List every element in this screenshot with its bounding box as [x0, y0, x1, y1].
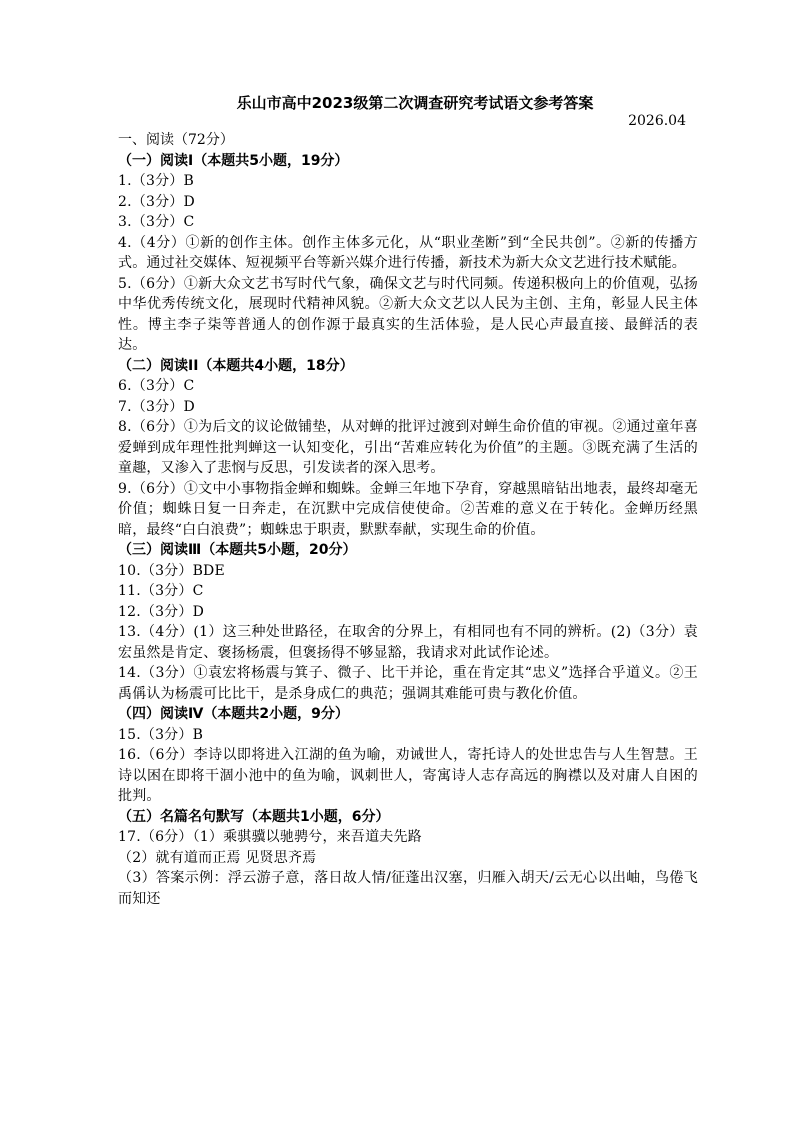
answer-q4: 4.（4分）①新的创作主体。创作主体多元化，从“职业垄断”到“全民共创”。②新的传播方式。通过社交媒体、短视频平台等新兴媒介进行传播，新技术为新大众文艺进行技术赋能。 — [118, 234, 698, 271]
document-date: 2026.04 — [628, 113, 686, 129]
answer-q8: 8.（6分）①为后文的议论做铺垫，从对蝉的批评过渡到对蝉生命价值的审视。②通过童年喜爱蝉到成年理性批判蝉这一认知变化，引出“苦难应转化为价值”的主题。③既充满了生活的童趣，又渗入了悲悯与反思，引发读者的深入思考。 — [118, 419, 698, 476]
answer-q6: 6.（3分）C — [118, 378, 195, 394]
answer-q7: 7.（3分）D — [118, 398, 195, 415]
answer-q3: 3.（3分）C — [118, 214, 195, 230]
answer-q17-part3: （3）答案示例：浮云游子意，落日故人情/征蓬出汉塞，归雁入胡天/云无心以出岫，鸟倦飞而知还 — [118, 870, 698, 907]
answer-document — [118, 92, 698, 909]
document-title: 乐山市高中2023级第二次调查研究考试语文参考答案 — [236, 94, 594, 112]
section-heading-reading-2: （二）阅读II（本题共4小题，18分） — [118, 357, 354, 374]
answer-q10: 10.（3分）BDE — [118, 562, 225, 579]
section-heading-reading-1: （一）阅读Ⅰ（本题共5小题，19分） — [118, 152, 349, 169]
answer-q11: 11.（3分）C — [118, 583, 204, 599]
section-heading-reading-4: （四）阅读Ⅳ（本题共2小题，9分） — [118, 706, 349, 722]
answer-q16: 16.（6分）李诗以即将进入江湖的鱼为喻，劝诫世人，寄托诗人的处世忠告与人生智慧。王诗以困在即将干涸小池中的鱼为喻，讽刺世人，寄寓诗人志存高远的胸襟以及对庸人自困的批判。 — [118, 747, 698, 804]
answer-q17-part1: 17.（6分）（1）乘骐骥以驰骋兮，来吾道夫先路 — [118, 829, 422, 845]
section-heading-reading-3: （三）阅读Ⅲ（本题共5小题，20分） — [118, 542, 357, 558]
section-heading-recitation: （五）名篇名句默写（本题共1小题，6分） — [118, 808, 390, 825]
answer-q12: 12.（3分）D — [118, 603, 204, 620]
answer-q14: 14.（3分）①袁宏将杨震与箕子、微子、比干并论，重在肯定其“忠义”选择合乎道义。②王禹偁认为杨震可比比干，是杀身成仁的典范；强调其难能可贵与教化价值。 — [118, 665, 698, 702]
answer-q2: 2.（3分）D — [118, 193, 195, 210]
answer-q9: 9.（6分）①文中小事物指金蝉和蜘蛛。金蝉三年地下孕育，穿越黑暗钻出地表，最终却毫无价值；蜘蛛日复一日奔走，在沉默中完成信使使命。②苦难的意义在于转化。金蝉历经黑暗，最终“白白浪费”；蜘蛛忠于职责，默默奉献，实现生命的价值。 — [118, 480, 698, 538]
answer-q17-part2: （2）就有道而正焉 见贤思齐焉 — [118, 849, 317, 866]
answer-q5: 5.（6分）①新大众文艺书写时代气象，确保文艺与时代同频。传递积极向上的价值观，弘扬中华优秀传统文化，展现时代精神风貌。②新大众文艺以人民为主创、主角，彰显人民主体性。博主李子柒等普通人的创作源于最真实的生活体验，是人民心声最直接、最鲜活的表达。 — [118, 275, 698, 353]
answer-q1: 1.（3分）B — [118, 173, 194, 189]
answer-q13: 13.（4分）(1）这三种处世路径，在取舍的分界上，有相同也有不同的辨析。(2)（3分）袁宏虽然是肯定、褒扬杨震，但褒扬得不够显豁，我请求对此试作论述。 — [118, 624, 698, 661]
part-heading-reading: 一、阅读（72分） — [118, 132, 234, 148]
answer-q15: 15.（3分）B — [118, 726, 204, 743]
